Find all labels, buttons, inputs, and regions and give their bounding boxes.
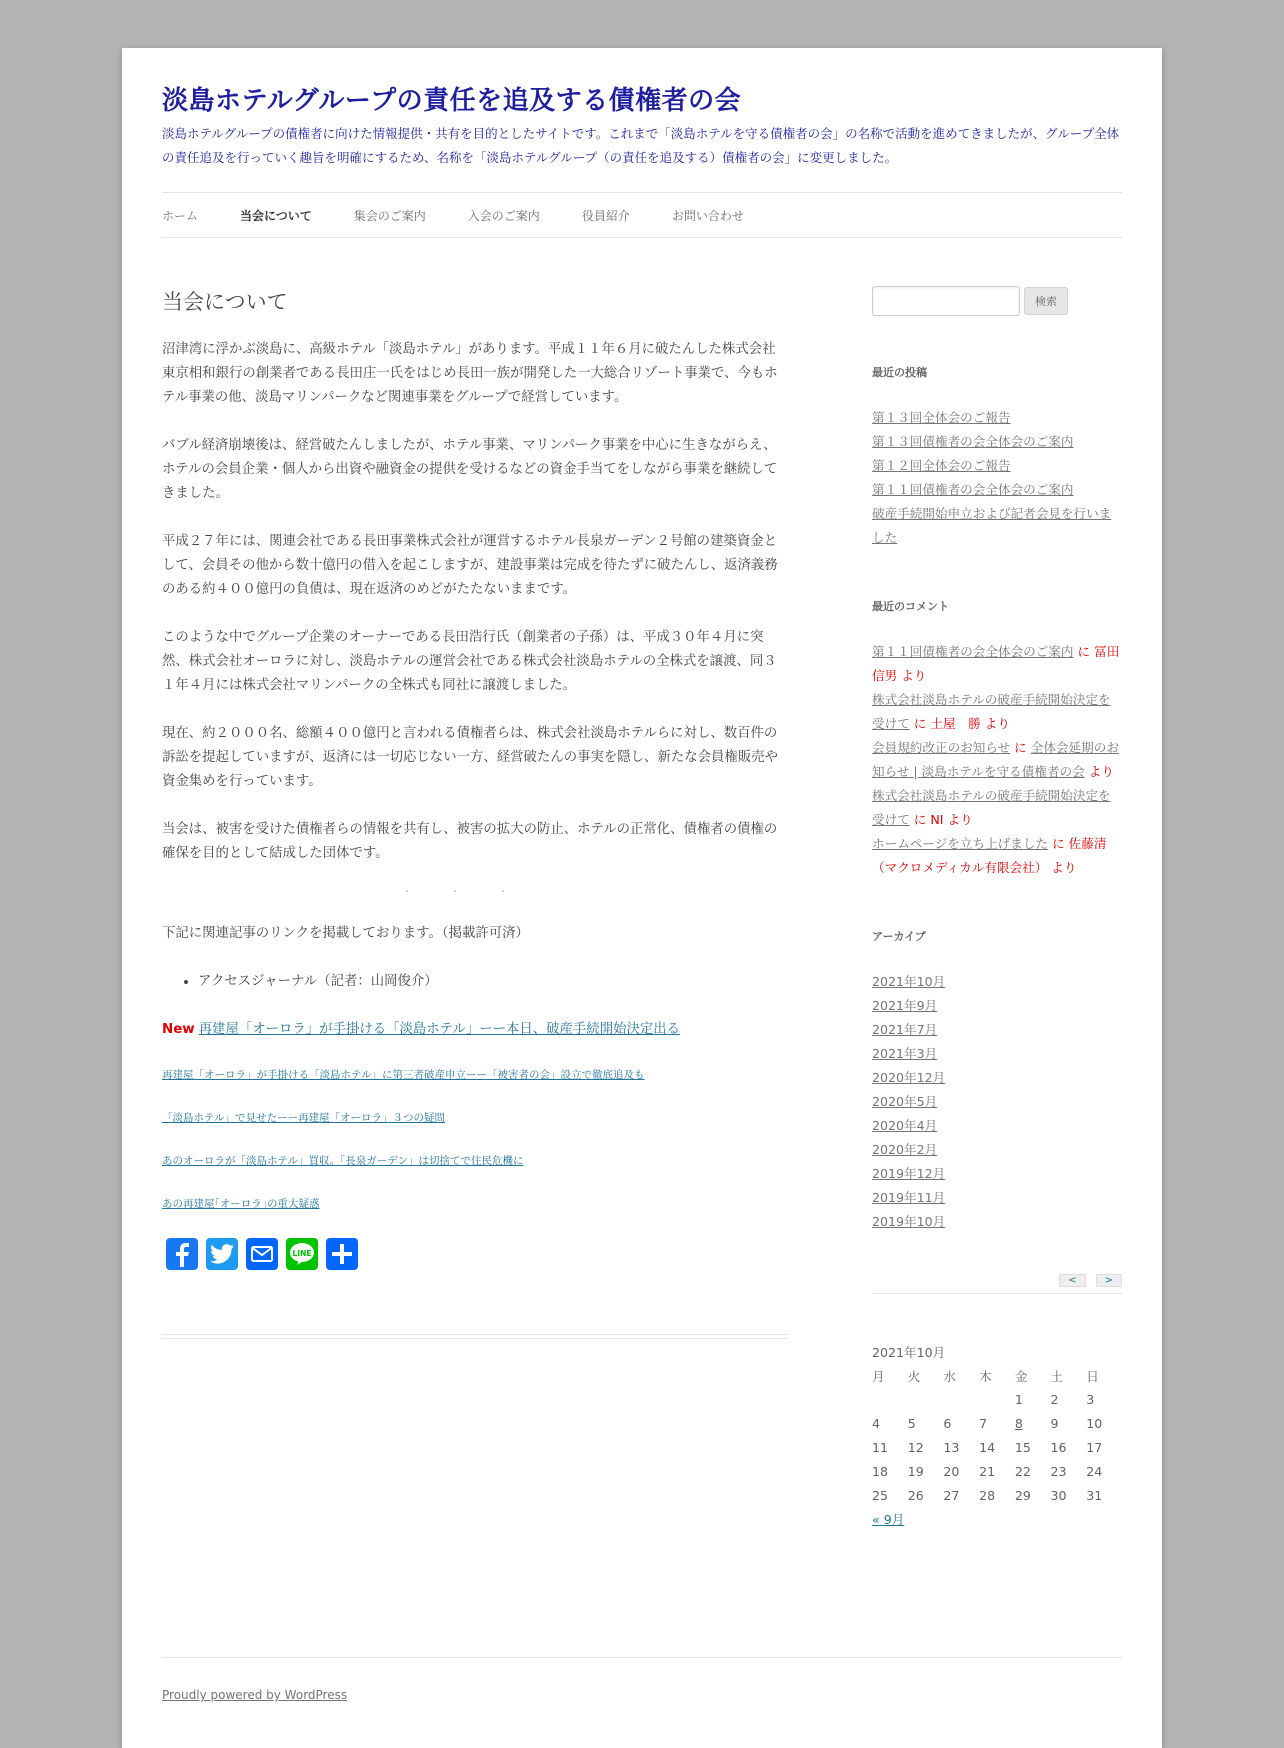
calendar-table <box>872 1363 1122 1507</box>
article-link[interactable]: あのオーロラが「淡島ホテル」買収。「長泉ガーデン」は切捨てで住民危機に <box>162 1155 524 1167</box>
comment-author-link[interactable]: 全体会延期のお知らせ | 淡島ホテルを守る債権者の会 <box>872 740 1119 779</box>
prev-button[interactable]: < <box>1059 1274 1085 1287</box>
links-intro: 下記に関連記事のリンクを掲載しております。（掲載許可済） <box>162 926 529 941</box>
comment-post-link[interactable]: 株式会社淡島ホテルの破産手続開始決定を受けて <box>872 692 1111 731</box>
comment-post-link[interactable]: ホームページを立ち上げました <box>872 836 1049 851</box>
calendar-weekday: 月 <box>872 1368 885 1384</box>
calendar-day: 22 <box>1014 1463 1031 1479</box>
sidebar <box>872 286 1132 1528</box>
calendar-day: 11 <box>872 1439 889 1455</box>
calendar-day-link[interactable]: 8 <box>1014 1415 1023 1431</box>
calendar-day: 23 <box>1050 1463 1067 1479</box>
paragraph: 当会は、被害を受けた債権者らの情報を共有し、被害の拡大の防止、ホテルの正常化、債権者の債権の確保を目的として結成した団体です。 <box>162 822 778 861</box>
facebook-icon[interactable] <box>166 1238 198 1270</box>
calendar-day <box>943 1387 979 1411</box>
archive-link[interactable]: 2020年4月 <box>872 1118 938 1133</box>
article-link[interactable]: 「淡島ホテル」で見せたーー再建屋「オーロラ」３つの疑問 <box>162 1112 445 1124</box>
comment-suffix: より <box>1084 764 1114 779</box>
comment-author: に NI より <box>909 812 973 827</box>
list-item <box>872 640 1132 688</box>
calendar-day: 16 <box>1050 1439 1067 1455</box>
calendar-day: 27 <box>943 1487 960 1503</box>
paragraph: 平成２７年には、関連会社である長田事業株式会社が運営するホテル長泉ガーデン２号館の建築資金として、会員その他から数十億円の借入を起こしますが、建設事業は完成を待たずに破たんし、返済義務のある約４００億円の負債は、現在返済のめどがたたないままです。 <box>162 534 778 597</box>
recent-post-link[interactable]: 第１３回全体会のご報告 <box>872 410 1011 425</box>
list-item <box>872 502 1122 550</box>
archive-link[interactable]: 2019年10月 <box>872 1214 946 1229</box>
calendar-day: 21 <box>979 1463 996 1479</box>
calendar-day <box>979 1387 1015 1411</box>
source-list <box>162 970 788 994</box>
list-item <box>872 784 1122 832</box>
recent-post-link[interactable]: 破産手続開始申立および記者会見を行いました <box>872 506 1112 545</box>
comment-post-link[interactable]: 株式会社淡島ホテルの破産手続開始決定を受けて <box>872 788 1111 827</box>
list-item <box>872 688 1122 736</box>
archive-link[interactable]: 2021年9月 <box>872 998 938 1013</box>
twitter-icon[interactable] <box>206 1238 238 1270</box>
paragraph: バブル経済崩壊後は、経営破たんしましたが、ホテル事業、マリンパーク事業を中心に生きながらえ、ホテルの会員企業・個人から出資や融資金の提供を受けるなどの資金手当てをしながら事業を継続してきました。 <box>162 438 778 501</box>
calendar-day: 4 <box>872 1415 881 1431</box>
site-description: 淡島ホテルグループの債権者に向けた情報提供・共有を目的としたサイトです。これまで「淡島ホテルを守る債権者の会」の名称で活動を進めてきましたが、グループ全体の責任追及を行っていく趣旨を明確にするため、名称を「淡島ホテルグループ（の責任を追及する）債権者の会」に変更しました。 <box>162 126 1120 165</box>
article-link[interactable]: あの再建屋｢オーロラ｣の重大疑惑 <box>162 1198 320 1210</box>
comment-post-link[interactable]: 会員規約改正のお知らせ <box>872 740 1011 755</box>
archive-link[interactable]: 2020年12月 <box>872 1070 946 1085</box>
list-item <box>872 1090 1122 1114</box>
calendar-day: 29 <box>1014 1487 1031 1503</box>
recent-comments-widget <box>872 598 1132 880</box>
separator-dots: ・・・ <box>403 887 547 896</box>
nav-meetings[interactable]: 集会のご案内 <box>353 208 426 223</box>
calendar-day: 18 <box>872 1463 889 1479</box>
calendar-day: 12 <box>907 1439 924 1455</box>
calendar-weekday: 金 <box>1014 1368 1028 1384</box>
calendar-week <box>872 1435 1122 1459</box>
calendar-week <box>872 1459 1122 1483</box>
calendar-day: 7 <box>979 1415 988 1431</box>
comment-author: に 佐藤清（マクロメディカル有限会社） より <box>872 836 1107 875</box>
widget-title: 最近のコメント <box>872 600 949 613</box>
list-item <box>872 1018 1122 1042</box>
site-footer <box>162 1657 1122 1703</box>
site-title[interactable]: 淡島ホテルグループの責任を追及する債権者の会 <box>162 86 742 116</box>
list-item <box>872 406 1122 430</box>
calendar-day: 14 <box>979 1439 996 1455</box>
page-container <box>122 48 1162 1748</box>
nav-join[interactable]: 入会のご案内 <box>467 208 540 223</box>
calendar-day: 3 <box>1086 1391 1095 1407</box>
slider-nav <box>872 1274 1122 1294</box>
paragraph: 沼津湾に浮かぶ淡島に、高級ホテル「淡島ホテル」があります。平成１１年６月に破たんした株式会社東京相和銀行の創業者である長田庄一氏をはじめ長田一族が開発した一大総合リゾート事業で、今もホテル事業の他、淡島マリンパークなど関連事業をグループで経営しています。 <box>162 342 778 405</box>
calendar-weekday: 水 <box>943 1368 956 1384</box>
list-item <box>872 1186 1122 1210</box>
calendar-weekday: 火 <box>907 1368 921 1384</box>
next-button[interactable]: > <box>1096 1274 1122 1287</box>
search-input[interactable] <box>872 286 1020 316</box>
list-item: • アクセスジャーナル（記者：山岡俊介） <box>198 970 788 994</box>
nav-about[interactable]: 当会について <box>240 208 312 223</box>
new-badge: New <box>162 1022 195 1037</box>
calendar-day: 13 <box>943 1439 960 1455</box>
list-item <box>872 994 1122 1018</box>
calendar-day: 25 <box>872 1487 889 1503</box>
calendar-day: 2 <box>1050 1391 1059 1407</box>
search-form <box>872 286 1122 316</box>
calendar-day: 28 <box>979 1487 996 1503</box>
archive-link[interactable]: 2019年11月 <box>872 1190 946 1205</box>
list-item <box>872 1042 1122 1066</box>
widget-title: 最近の投稿 <box>872 366 927 379</box>
calendar-caption: 2021年10月 <box>872 1345 946 1360</box>
paragraph: 現在、約２０００名、総額４００億円と言われる債権者らは、株式会社淡島ホテルらに対し、数百件の訴訟を提起していますが、返済には一切応じない一方、経営破たんの事実を隠し、新たな会員権販売や資金集めを行っています。 <box>162 726 778 789</box>
list-item <box>872 1210 1122 1234</box>
calendar-day: 10 <box>1086 1415 1103 1431</box>
nav-home[interactable]: ホーム <box>162 208 199 223</box>
list-item <box>872 1066 1122 1090</box>
calendar-day: 9 <box>1050 1415 1059 1431</box>
calendar-day: 19 <box>907 1463 924 1479</box>
calendar-widget <box>872 1342 1122 1528</box>
calendar-day <box>872 1387 908 1411</box>
list-item <box>872 478 1122 502</box>
calendar-day: 30 <box>1050 1487 1067 1503</box>
search-button[interactable]: 検索 <box>1024 287 1068 315</box>
new-article-link[interactable]: 再建屋「オーロラ」が手掛ける「淡島ホテル」ーー本日、破産手続開始決定出る <box>198 1022 681 1037</box>
archive-link[interactable]: 2020年2月 <box>872 1142 938 1157</box>
calendar-day: 15 <box>1014 1439 1031 1455</box>
list-item <box>872 970 1122 994</box>
list-item <box>872 736 1122 784</box>
calendar-week <box>872 1387 1122 1411</box>
list-item <box>872 832 1122 880</box>
main-content <box>162 286 788 1270</box>
comment-author: に 冨田 信男 より <box>872 644 1132 683</box>
list-item <box>872 430 1122 454</box>
archive-link[interactable]: 2021年10月 <box>872 974 946 989</box>
calendar-day: 6 <box>943 1415 952 1431</box>
calendar-day: 17 <box>1086 1439 1103 1455</box>
recent-post-link[interactable]: 第１３回債権者の会全体会のご案内 <box>872 434 1074 449</box>
email-icon[interactable] <box>246 1238 278 1270</box>
nav-officers[interactable]: 役員紹介 <box>581 208 630 223</box>
archive-link[interactable]: 2021年3月 <box>872 1046 938 1061</box>
recent-post-link[interactable]: 第１２回全体会のご報告 <box>872 458 1011 473</box>
calendar-day: 24 <box>1086 1463 1103 1479</box>
calendar-weekday: 土 <box>1050 1368 1064 1384</box>
recent-posts-widget <box>872 364 1122 550</box>
list-item <box>872 454 1122 478</box>
calendar-weekday: 日 <box>1086 1368 1099 1384</box>
calendar-prev-month-link[interactable]: « 9月 <box>872 1512 905 1527</box>
main-navigation <box>162 192 1122 238</box>
calendar-day: 31 <box>1086 1487 1103 1503</box>
archives-widget <box>872 928 1122 1234</box>
line-icon[interactable] <box>286 1238 318 1270</box>
wordpress-credit-link[interactable]: Proudly powered by WordPress <box>162 1688 348 1702</box>
nav-contact[interactable]: お問い合わせ <box>671 208 744 223</box>
share-buttons <box>166 1238 788 1270</box>
calendar-day <box>908 1387 944 1411</box>
paragraph: このような中でグループ企業のオーナーである長田浩行氏（創業者の子孫）は、平成３０年４月に突然、株式会社オーロラに対し、淡島ホテルの運営会社である株式会社淡島ホテルの全株式を譲渡、同３１年４月には株式会社マリンパークの全株式も同社に譲渡しました。 <box>162 630 777 693</box>
calendar-day[interactable] <box>1015 1411 1051 1435</box>
widget-title: アーカイブ <box>872 930 926 943</box>
list-item <box>872 1138 1122 1162</box>
comment-post-link[interactable]: 第１１回債権者の会全体会のご案内 <box>872 644 1074 659</box>
article-link[interactable]: 再建屋「オーロラ」が手掛ける「淡島ホテル」に第三者破産申立ーー「被害者の会」設立で徹底追及も <box>162 1069 645 1081</box>
share-icon[interactable] <box>326 1238 358 1270</box>
list-item <box>872 1114 1122 1138</box>
comment-author: に 土屋 勝 より <box>909 716 1010 731</box>
calendar-day: 26 <box>907 1487 924 1503</box>
calendar-week <box>872 1483 1122 1507</box>
archive-link[interactable]: 2020年5月 <box>872 1094 938 1109</box>
calendar-day: 5 <box>907 1415 916 1431</box>
calendar-day: 1 <box>1014 1391 1023 1407</box>
calendar-day: 20 <box>943 1463 960 1479</box>
archive-link[interactable]: 2019年12月 <box>872 1166 946 1181</box>
svg-text:LINE: LINE <box>292 1249 312 1258</box>
calendar-weekday: 木 <box>979 1368 992 1384</box>
list-item <box>872 1162 1122 1186</box>
new-article-line <box>162 1018 788 1042</box>
archive-link[interactable]: 2021年7月 <box>872 1022 938 1037</box>
page-title: 当会について <box>162 290 288 314</box>
recent-post-link[interactable]: 第１１回債権者の会全体会のご案内 <box>872 482 1074 497</box>
content-divider <box>162 1334 788 1339</box>
comment-connector: に <box>1010 740 1031 755</box>
calendar-week <box>872 1411 1122 1435</box>
